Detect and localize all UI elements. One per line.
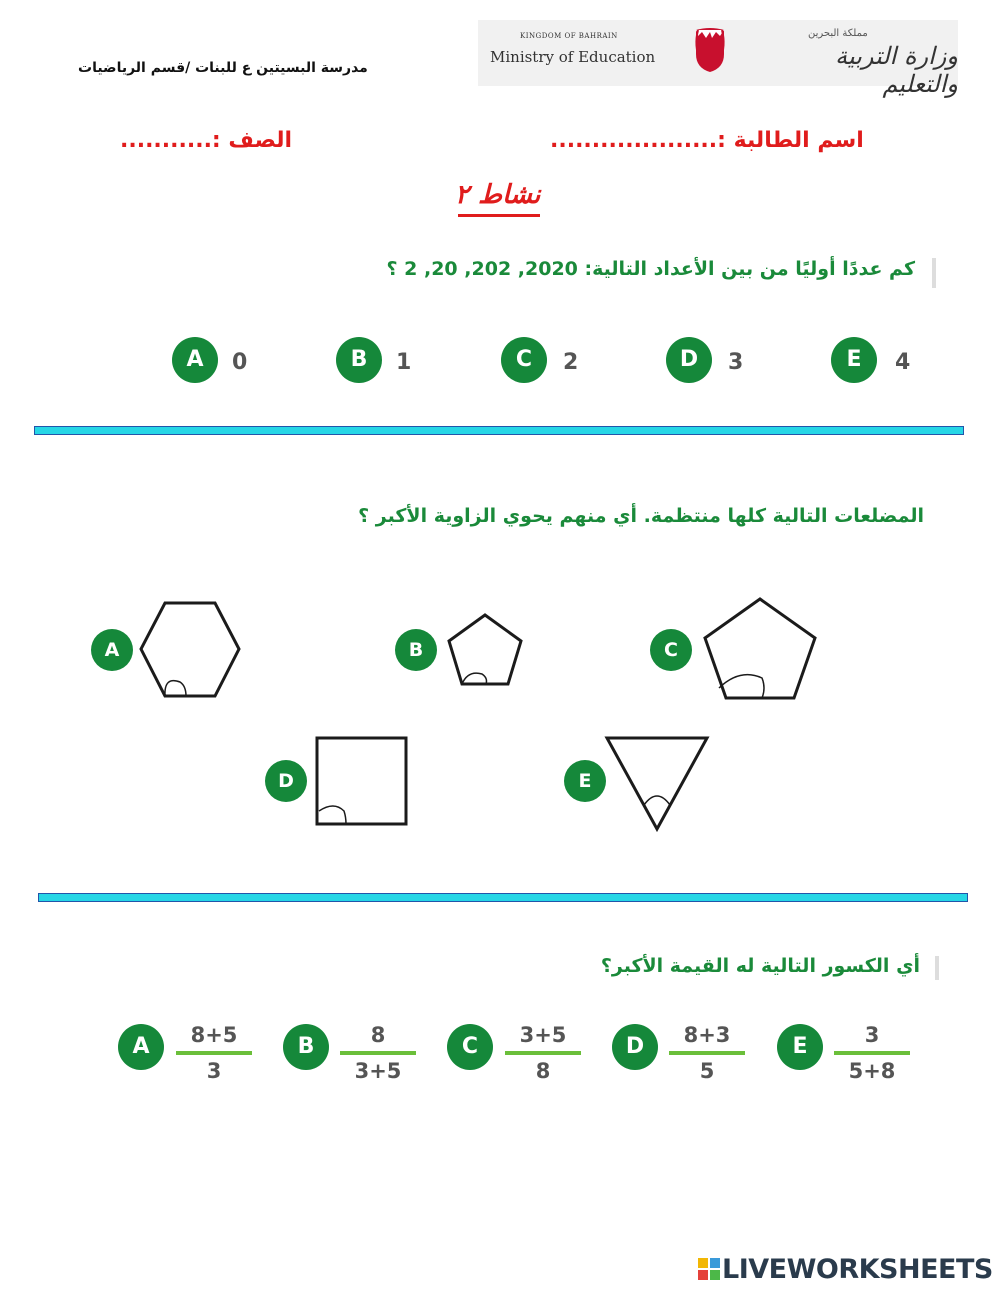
large-pentagon-shape[interactable] — [700, 596, 820, 702]
student-name-field[interactable]: اسم الطالبة :.................... — [550, 128, 864, 153]
fraction-numerator: 8+5 — [190, 1023, 238, 1047]
activity-title: نشاط ٢ — [455, 180, 541, 210]
small-pentagon-shape[interactable] — [444, 612, 526, 688]
q2-option-a-badge[interactable]: A — [91, 629, 133, 671]
ministry-logo-banner — [478, 20, 958, 98]
fraction-denominator: 5 — [699, 1059, 715, 1083]
q3-option-b-badge[interactable]: B — [283, 1024, 329, 1070]
q1-option-b-value: 1 — [396, 350, 412, 375]
q1-option-c-badge[interactable]: C — [501, 337, 547, 383]
fraction-denominator: 3+5 — [354, 1059, 402, 1083]
liveworksheets-brand: LIVEWORKSHEETS — [722, 1254, 993, 1285]
q3-option-e-badge[interactable]: E — [777, 1024, 823, 1070]
fraction-denominator: 8 — [535, 1059, 551, 1083]
fraction-bar — [505, 1051, 581, 1055]
q1-option-b-badge[interactable]: B — [336, 337, 382, 383]
q3-option-d-badge[interactable]: D — [612, 1024, 658, 1070]
ministry-kingdom-en: KINGDOM OF BAHRAIN — [520, 32, 618, 40]
square-shape[interactable] — [314, 735, 410, 829]
q3-option-c-badge[interactable]: C — [447, 1024, 493, 1070]
q3-option-d-fraction — [669, 1022, 745, 1084]
q3-option-a-fraction — [176, 1022, 252, 1084]
q1-option-a-badge[interactable]: A — [172, 337, 218, 383]
q1-option-d-value: 3 — [728, 350, 744, 375]
q1-option-c-value: 2 — [563, 350, 579, 375]
section-divider — [34, 426, 964, 435]
q2-option-d-badge[interactable]: D — [265, 760, 307, 802]
question-3-text: أي الكسور التالية له القيمة الأكبر؟ — [600, 955, 920, 977]
q1-option-a-value: 0 — [232, 350, 248, 375]
liveworksheets-icon — [698, 1258, 720, 1280]
q3-option-e-fraction — [834, 1022, 910, 1084]
fraction-bar — [176, 1051, 252, 1055]
fraction-denominator: 3 — [206, 1059, 222, 1083]
section-divider — [38, 893, 968, 902]
fraction-numerator: 8+3 — [683, 1023, 731, 1047]
question-1-text: كم عددًا أوليًا من بين الأعداد التالية: 2020, 202, 20, 2 ؟ — [386, 258, 915, 280]
question-marker — [932, 258, 936, 288]
q3-option-a-badge[interactable]: A — [118, 1024, 164, 1070]
triangle-shape[interactable] — [604, 735, 710, 833]
q3-option-b-fraction — [340, 1022, 416, 1084]
fraction-bar — [834, 1051, 910, 1055]
fraction-numerator: 3 — [864, 1023, 880, 1047]
ministry-name-en: Ministry of Education — [490, 48, 656, 66]
ministry-kingdom-ar: مملكة البحرين — [808, 28, 868, 39]
q1-option-d-badge[interactable]: D — [666, 337, 712, 383]
fraction-numerator: 8 — [370, 1023, 386, 1047]
school-name: مدرسة البسيتين ع للبنات /قسم الرياضيات — [78, 60, 368, 76]
ministry-name-ar: وزارة التربية والتعليم — [835, 42, 958, 98]
q2-option-b-badge[interactable]: B — [395, 629, 437, 671]
q1-option-e-value: 4 — [895, 350, 911, 375]
fraction-bar — [669, 1051, 745, 1055]
fraction-bar — [340, 1051, 416, 1055]
hexagon-shape[interactable] — [136, 600, 244, 700]
class-field[interactable]: الصف :........... — [120, 128, 293, 153]
q3-option-c-fraction — [505, 1022, 581, 1084]
bahrain-emblem-icon — [692, 26, 728, 74]
question-marker — [935, 956, 939, 980]
q2-option-c-badge[interactable]: C — [650, 629, 692, 671]
fraction-numerator: 3+5 — [519, 1023, 567, 1047]
q1-option-e-badge[interactable]: E — [831, 337, 877, 383]
q2-option-e-badge[interactable]: E — [564, 760, 606, 802]
fraction-denominator: 5+8 — [848, 1059, 896, 1083]
question-2-text: المضلعات التالية كلها منتظمة. أي منهم يحوي الزاوية الأكبر ؟ — [358, 505, 924, 527]
title-underline — [458, 214, 540, 217]
